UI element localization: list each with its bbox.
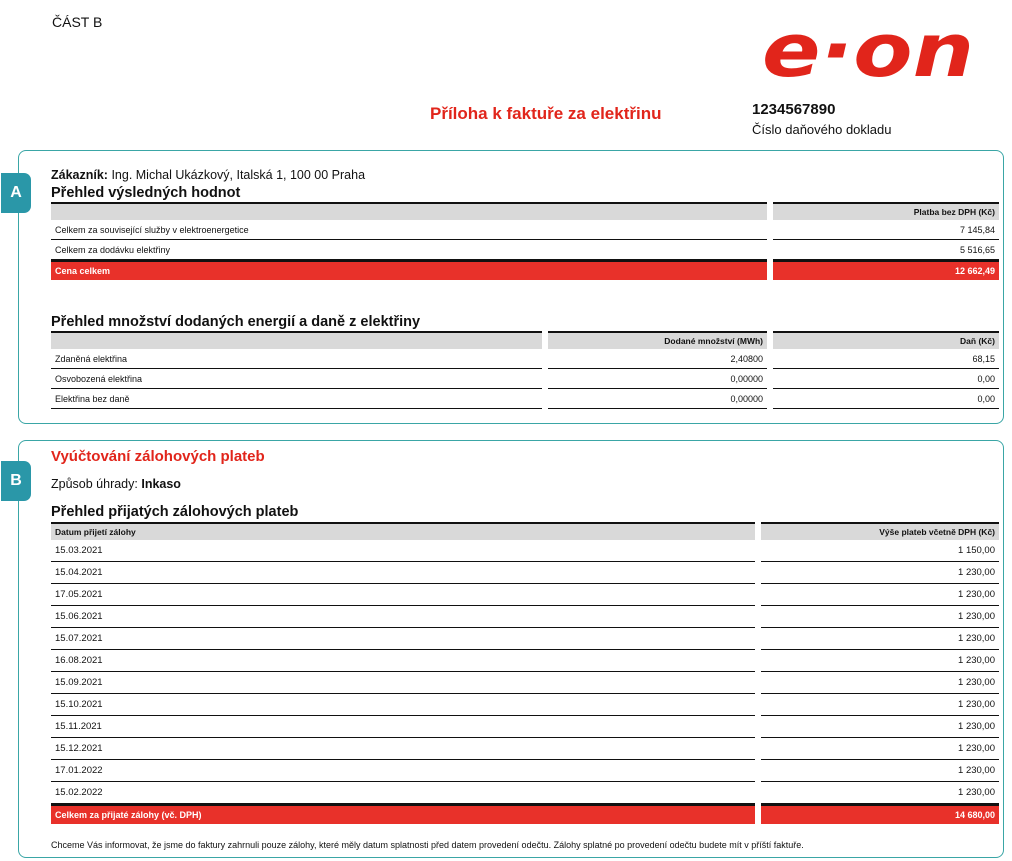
summary-value-header: Platba bez DPH (Kč) <box>773 202 999 220</box>
energy-row-label: Zdaněná elektřina <box>51 349 542 369</box>
energy-row-quantity: 0,00000 <box>548 369 767 389</box>
section-b-badge: B <box>1 461 31 501</box>
deposits-total-row <box>51 804 999 824</box>
table-row <box>51 716 999 738</box>
deposit-amount: 1 230,00 <box>761 716 999 738</box>
table-row <box>51 628 999 650</box>
energy-table <box>51 331 999 409</box>
deposit-amount: 1 230,00 <box>761 738 999 760</box>
deposit-amount: 1 230,00 <box>761 650 999 672</box>
deposit-amount: 1 230,00 <box>761 562 999 584</box>
energy-row-label: Osvobozená elektřina <box>51 369 542 389</box>
summary-header-row <box>51 202 999 220</box>
summary-table <box>51 202 999 280</box>
energy-title: Přehled množství dodaných energií a daně z elektřiny <box>51 314 421 330</box>
energy-row-tax: 68,15 <box>773 349 999 369</box>
deposit-amount: 1 150,00 <box>761 540 999 562</box>
summary-title: Přehled výsledných hodnot <box>51 185 241 201</box>
table-row <box>51 738 999 760</box>
deposits-title: Přehled přijatých zálohových plateb <box>51 504 299 520</box>
deposit-date: 15.07.2021 <box>51 628 755 650</box>
table-row <box>51 369 999 389</box>
deposit-date: 16.08.2021 <box>51 650 755 672</box>
deposit-date: 15.10.2021 <box>51 694 755 716</box>
summary-row-value: 7 145,84 <box>773 220 999 240</box>
eon-logo <box>758 10 978 88</box>
deposit-date: 15.02.2022 <box>51 782 755 804</box>
deposit-amount: 1 230,00 <box>761 694 999 716</box>
energy-header-row <box>51 331 999 349</box>
footnote: Chceme Vás informovat, že jsme do faktury zahrnuli pouze zálohy, které měly datum splatnosti před datem provedení odečtu. Zálohy splatné po provedení odečtu budete mít v příští faktuře. <box>51 840 804 850</box>
energy-tax-header: Daň (Kč) <box>773 331 999 349</box>
table-row <box>51 240 999 260</box>
energy-row-quantity: 0,00000 <box>548 389 767 409</box>
summary-total-row <box>51 260 999 280</box>
table-row <box>51 760 999 782</box>
energy-quantity-header: Dodané množství (MWh) <box>548 331 767 349</box>
payment-method <box>51 477 181 491</box>
deposit-amount: 1 230,00 <box>761 782 999 804</box>
payment-method-value: Inkaso <box>141 477 181 491</box>
deposit-amount: 1 230,00 <box>761 760 999 782</box>
summary-total-value: 12 662,49 <box>773 260 999 280</box>
deposits-total-value: 14 680,00 <box>761 804 999 824</box>
summary-row-label: Celkem za související služby v elektroenergetice <box>51 220 767 240</box>
table-row <box>51 540 999 562</box>
deposits-table <box>51 522 999 824</box>
energy-label-header <box>51 331 542 349</box>
deposit-amount: 1 230,00 <box>761 672 999 694</box>
table-row <box>51 584 999 606</box>
deposits-header-row <box>51 522 999 540</box>
deposit-amount: 1 230,00 <box>761 628 999 650</box>
summary-row-value: 5 516,65 <box>773 240 999 260</box>
deposits-date-header: Datum přijetí zálohy <box>51 522 755 540</box>
deposit-date: 15.09.2021 <box>51 672 755 694</box>
table-row <box>51 562 999 584</box>
deposits-body <box>51 540 999 804</box>
summary-row-label: Celkem za dodávku elektřiny <box>51 240 767 260</box>
energy-row-tax: 0,00 <box>773 369 999 389</box>
summary-total-label: Cena celkem <box>51 260 767 280</box>
deposit-amount: 1 230,00 <box>761 584 999 606</box>
payment-method-label: Způsob úhrady: <box>51 477 138 491</box>
summary-label-header <box>51 202 767 220</box>
deposits-amount-header: Výše plateb včetně DPH (Kč) <box>761 522 999 540</box>
table-row <box>51 349 999 369</box>
deposit-amount: 1 230,00 <box>761 606 999 628</box>
energy-row-label: Elektřina bez daně <box>51 389 542 409</box>
table-row <box>51 650 999 672</box>
part-label: ČÁST B <box>52 14 103 30</box>
section-b <box>10 440 1004 858</box>
energy-row-quantity: 2,40800 <box>548 349 767 369</box>
deposit-date: 17.05.2021 <box>51 584 755 606</box>
section-a-badge: A <box>1 173 31 213</box>
eon-logo-text: e·on <box>762 10 974 88</box>
deposit-date: 15.03.2021 <box>51 540 755 562</box>
table-row <box>51 220 999 240</box>
deposit-date: 15.06.2021 <box>51 606 755 628</box>
deposit-date: 15.12.2021 <box>51 738 755 760</box>
document-number-label: Číslo daňového dokladu <box>752 122 892 137</box>
table-row <box>51 606 999 628</box>
customer-info <box>51 168 365 182</box>
energy-row-tax: 0,00 <box>773 389 999 409</box>
annex-title: Příloha k faktuře za elektřinu <box>430 104 662 123</box>
deposit-date: 17.01.2022 <box>51 760 755 782</box>
table-row <box>51 672 999 694</box>
deposit-settlement-title: Vyúčtování zálohových plateb <box>51 448 265 465</box>
table-row <box>51 389 999 409</box>
customer-value: Ing. Michal Ukázkový, Italská 1, 100 00 Praha <box>107 168 366 182</box>
deposit-date: 15.11.2021 <box>51 716 755 738</box>
table-row <box>51 782 999 804</box>
table-row <box>51 694 999 716</box>
document-number: 1234567890 <box>752 101 836 118</box>
deposits-total-label: Celkem za přijaté zálohy (vč. DPH) <box>51 804 755 824</box>
section-a <box>10 150 1004 424</box>
deposit-date: 15.04.2021 <box>51 562 755 584</box>
customer-label: Zákazník: <box>51 168 108 182</box>
